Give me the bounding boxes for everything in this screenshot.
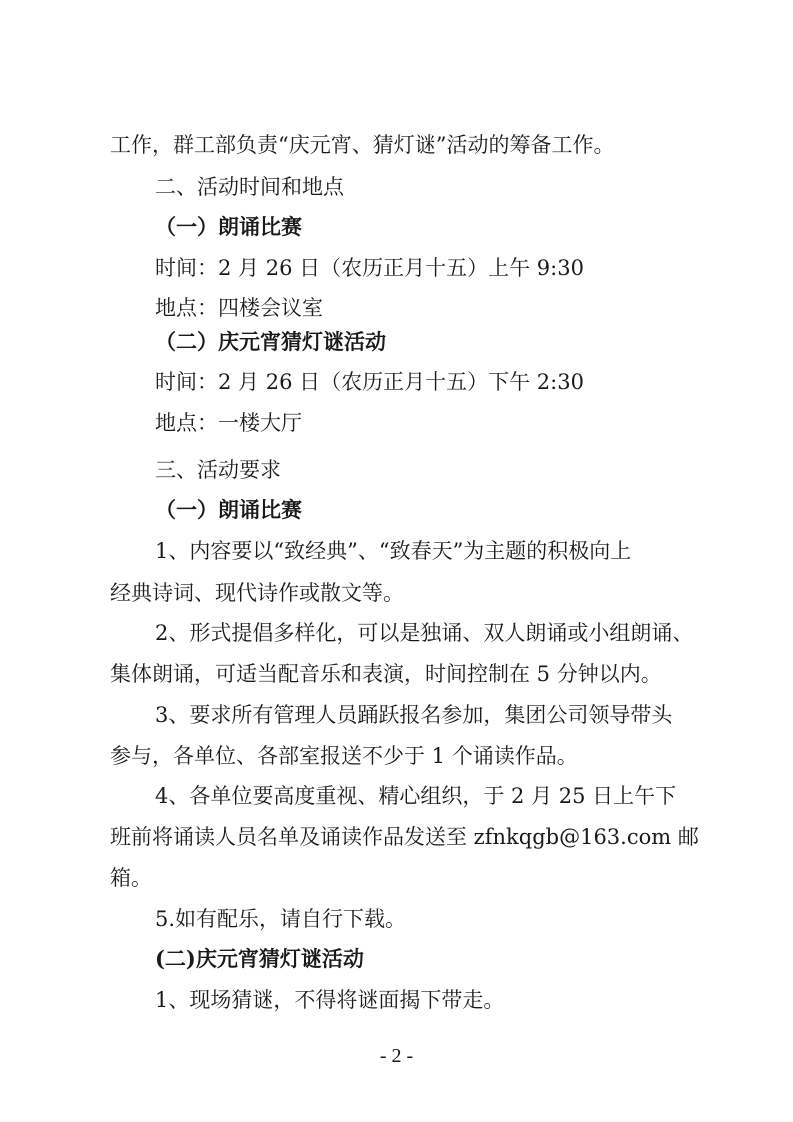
- lantern-place: 地点：一楼大厅: [155, 411, 302, 435]
- requirement-3-line-2: 参与，各单位、各部室报送不少于 1 个诵读作品。: [110, 744, 578, 768]
- requirement-2-line-2: 集体朗诵，可适当配音乐和表演，时间控制在 5 分钟以内。: [110, 662, 662, 686]
- subheading-lantern-riddles: （二）庆元宵猜灯谜活动: [155, 329, 386, 354]
- subheading-recitation: （一）朗诵比赛: [155, 214, 302, 239]
- recitation-place: 地点：四楼会议室: [155, 296, 323, 320]
- requirement-4-line-3: 箱。: [110, 866, 152, 890]
- requirement-4-line-1: 4、各单位要高度重视、精心组织，于 2 月 25 日上午下: [155, 784, 677, 808]
- requirement-1-line-1: 1、内容要以“致经典”、“致春天”为主题的积极向上: [155, 539, 632, 563]
- requirement-2-line-1: 2、形式提倡多样化，可以是独诵、双人朗诵或小组朗诵、: [155, 621, 694, 645]
- lantern-requirement-1: 1、现场猜谜，不得将谜面揭下带走。: [155, 988, 505, 1012]
- section-heading-time-place: 二、活动时间和地点: [155, 175, 344, 199]
- requirement-4-line-2: 班前将诵读人员名单及诵读作品发送至 zfnkqgb@163.com 邮: [110, 825, 699, 849]
- body-text-line: 工作，群工部负责“庆元宵、猜灯谜”活动的筹备工作。: [110, 133, 615, 157]
- requirement-3-line-1: 3、要求所有管理人员踊跃报名参加，集团公司领导带头: [155, 703, 673, 727]
- page-number: - 2 -: [379, 1045, 414, 1067]
- requirement-1-line-2: 经典诗词、现代诗作或散文等。: [110, 581, 404, 605]
- requirement-5: 5.如有配乐，请自行下载。: [155, 907, 407, 931]
- section-heading-requirements: 三、活动要求: [155, 458, 281, 482]
- subheading-lantern-requirements: (二)庆元宵猜灯谜活动: [155, 946, 364, 971]
- lantern-time: 时间：2 月 26 日（农历正月十五）下午 2:30: [155, 370, 584, 394]
- subheading-recitation-requirements: （一）朗诵比赛: [155, 497, 302, 522]
- recitation-time: 时间：2 月 26 日（农历正月十五）上午 9:30: [155, 256, 584, 280]
